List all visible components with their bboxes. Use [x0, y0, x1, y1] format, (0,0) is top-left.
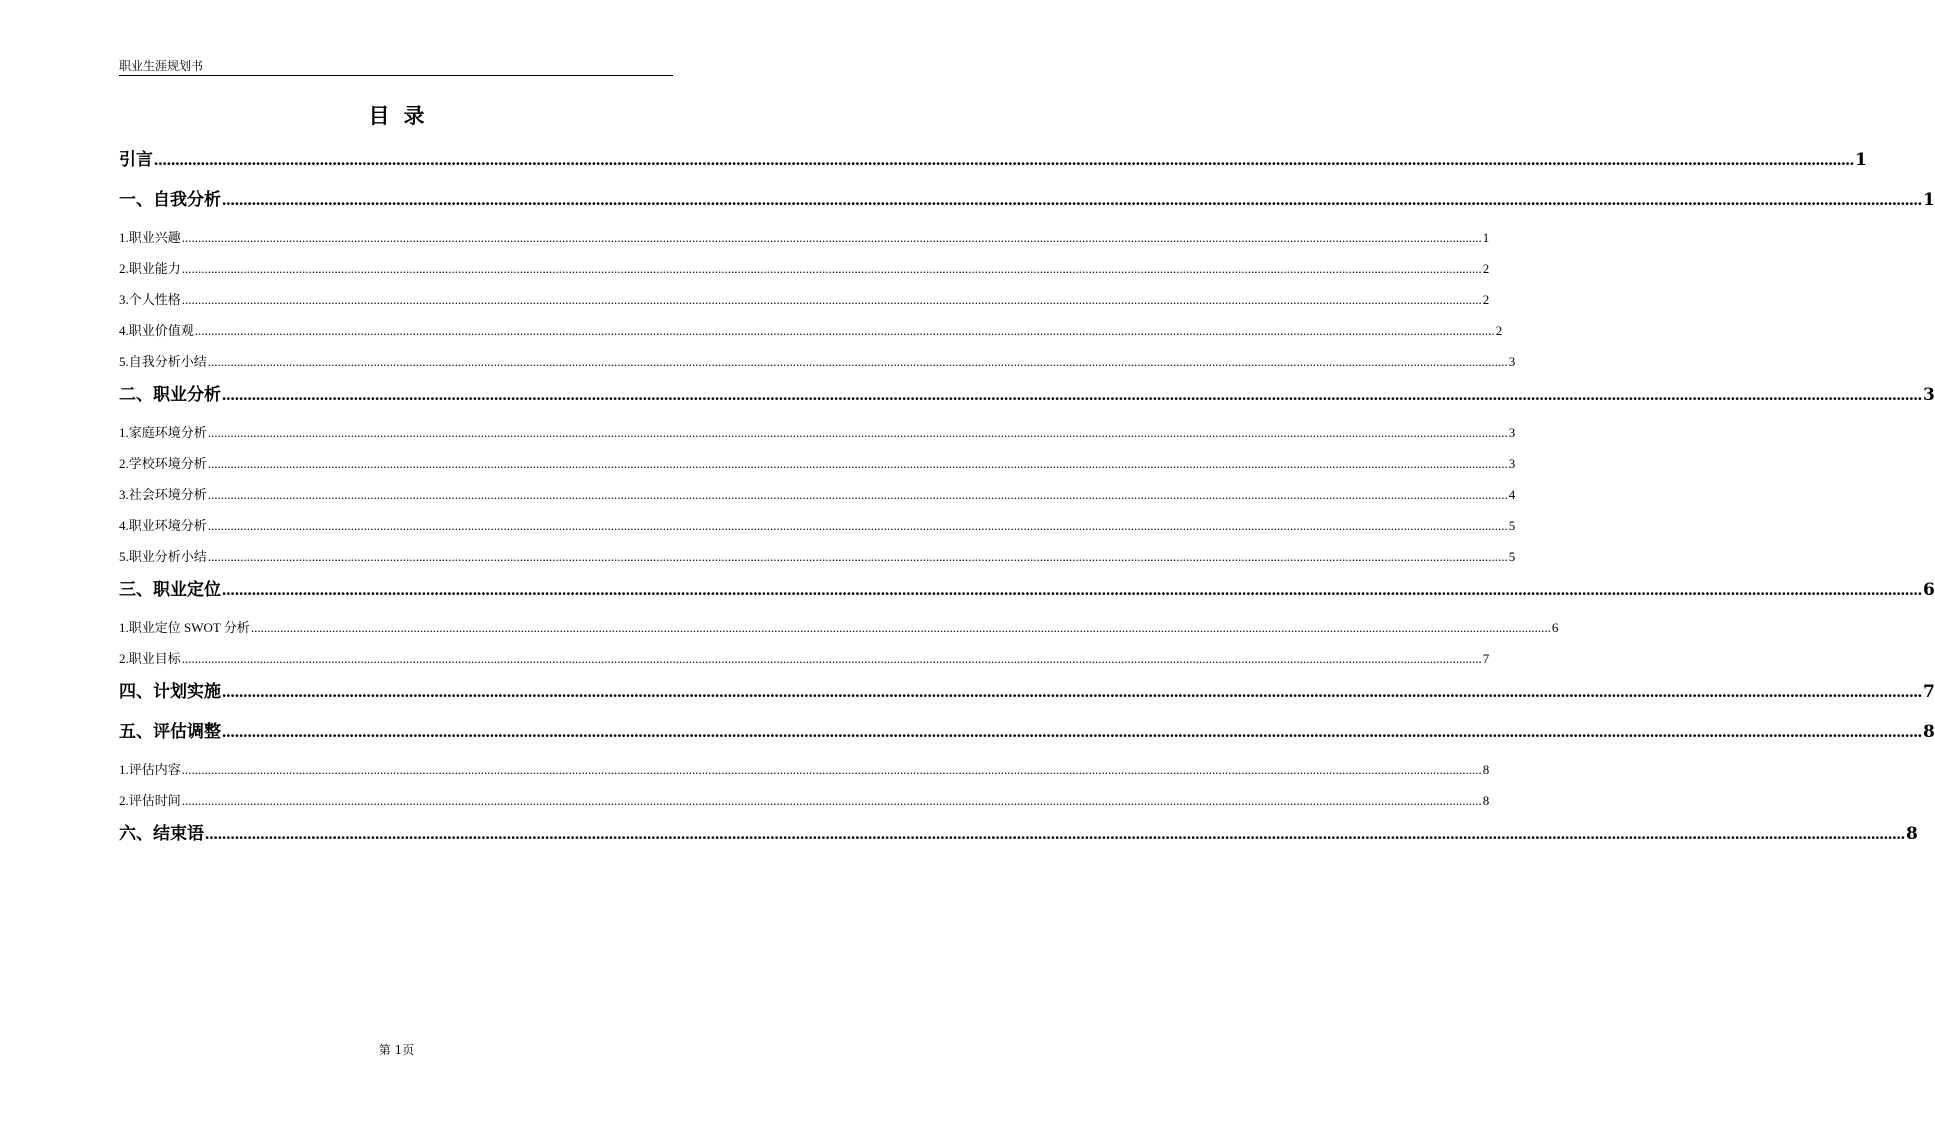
- toc-entry-label: 四、计划实施: [119, 682, 221, 702]
- toc-dot-leader: ................................................................................................................................................................................................................................................................................................................................................................................................................: [205, 824, 1905, 843]
- toc-entry-page-number: 5: [1508, 518, 1516, 533]
- toc-entry-label: 五、评估调整: [119, 722, 221, 742]
- toc-entry-page-number: 8: [1906, 824, 1918, 844]
- toc-entry-label: 5.自我分析小结: [119, 354, 207, 369]
- toc-dot-leader: ................................................................................................................................................................................................................................................................................................................................................................................................................: [222, 682, 1922, 701]
- toc-subsection-entry[interactable]: [119, 315, 1503, 346]
- toc-section-entry[interactable]: [119, 572, 1935, 612]
- toc-entry-label: 3.个人性格: [119, 292, 181, 307]
- toc-subsection-entry[interactable]: [119, 612, 1559, 643]
- toc-entry-page-number: 7: [1923, 682, 1935, 702]
- toc-dot-leader: ................................................................................................................................................................................................................................................................................................................................................................................................................: [181, 261, 1482, 276]
- toc-title: 目录: [368, 104, 439, 128]
- toc-dot-leader: ................................................................................................................................................................................................................................................................................................................................................................................................................: [207, 518, 1508, 533]
- toc-entry-page-number: 1: [1482, 230, 1490, 245]
- toc-subsection-entry[interactable]: [119, 222, 1490, 253]
- toc-dot-leader: ................................................................................................................................................................................................................................................................................................................................................................................................................: [207, 487, 1508, 502]
- toc-entry-label: 2.评估时间: [119, 793, 181, 808]
- toc-entry-label: 一、自我分析: [119, 190, 221, 210]
- toc-entry-page-number: 3: [1508, 456, 1516, 471]
- toc-entry-label: 二、职业分析: [119, 385, 221, 405]
- toc-subsection-entry[interactable]: [119, 510, 1516, 541]
- toc-entry-page-number: 2: [1495, 323, 1503, 338]
- toc-entry-label: 3.社会环境分析: [119, 487, 207, 502]
- toc-dot-leader: ................................................................................................................................................................................................................................................................................................................................................................................................................: [250, 620, 1551, 635]
- toc-subsection-entry[interactable]: [119, 253, 1490, 284]
- toc-subsection-entry[interactable]: [119, 643, 1490, 674]
- toc-entry-label: 2.职业能力: [119, 261, 181, 276]
- toc-entry-page-number: 3: [1923, 385, 1935, 405]
- toc-dot-leader: ................................................................................................................................................................................................................................................................................................................................................................................................................: [181, 651, 1482, 666]
- toc-entry-label: 三、职业定位: [119, 580, 221, 600]
- toc-dot-leader: ................................................................................................................................................................................................................................................................................................................................................................................................................: [222, 190, 1922, 209]
- toc-dot-leader: ................................................................................................................................................................................................................................................................................................................................................................................................................: [222, 385, 1922, 404]
- toc-entry-page-number: 3: [1508, 354, 1516, 369]
- toc-section-entry[interactable]: [119, 816, 1918, 856]
- toc-entry-page-number: 3: [1508, 425, 1516, 440]
- toc-subsection-entry[interactable]: [119, 417, 1516, 448]
- toc-entry-label: 1.家庭环境分析: [119, 425, 207, 440]
- toc-dot-leader: ................................................................................................................................................................................................................................................................................................................................................................................................................: [222, 580, 1922, 599]
- toc-entry-label: 1.评估内容: [119, 762, 181, 777]
- toc-entry-label: 2.学校环境分析: [119, 456, 207, 471]
- toc-entry-page-number: 8: [1482, 793, 1490, 808]
- toc-dot-leader: ................................................................................................................................................................................................................................................................................................................................................................................................................: [194, 323, 1495, 338]
- toc-entry-label: 1.职业定位 SWOT 分析: [119, 620, 250, 635]
- toc-subsection-entry[interactable]: [119, 541, 1516, 572]
- toc-section-entry[interactable]: [119, 377, 1935, 417]
- toc-entry-label: 4.职业环境分析: [119, 518, 207, 533]
- toc-entry-page-number: 5: [1508, 549, 1516, 564]
- toc-entry-page-number: 2: [1482, 292, 1490, 307]
- toc-dot-leader: ................................................................................................................................................................................................................................................................................................................................................................................................................: [154, 150, 1854, 169]
- toc-subsection-entry[interactable]: [119, 346, 1516, 377]
- toc-entry-page-number: 8: [1482, 762, 1490, 777]
- toc-dot-leader: ................................................................................................................................................................................................................................................................................................................................................................................................................: [181, 230, 1482, 245]
- toc-entry-label: 六、结束语: [119, 824, 204, 844]
- page-footer: 第 1页: [378, 1043, 415, 1057]
- toc-dot-leader: ................................................................................................................................................................................................................................................................................................................................................................................................................: [207, 354, 1508, 369]
- toc-subsection-entry[interactable]: [119, 479, 1516, 510]
- toc-entry-label: 1.职业兴趣: [119, 230, 181, 245]
- toc-subsection-entry[interactable]: [119, 448, 1516, 479]
- toc-dot-leader: ................................................................................................................................................................................................................................................................................................................................................................................................................: [222, 722, 1922, 741]
- toc-entry-page-number: 1: [1855, 150, 1867, 170]
- toc-entry-page-number: 1: [1923, 190, 1935, 210]
- page-header: [119, 57, 673, 76]
- toc-entry-page-number: 6: [1923, 580, 1935, 600]
- toc-entry-label: 引言: [119, 150, 153, 170]
- toc-entry-page-number: 2: [1482, 261, 1490, 276]
- toc-entry-label: 4.职业价值观: [119, 323, 194, 338]
- toc-subsection-entry[interactable]: [119, 284, 1490, 315]
- toc-subsection-entry[interactable]: [119, 754, 1490, 785]
- toc-dot-leader: ................................................................................................................................................................................................................................................................................................................................................................................................................: [181, 762, 1482, 777]
- toc-dot-leader: ................................................................................................................................................................................................................................................................................................................................................................................................................: [207, 456, 1508, 471]
- toc-entry-page-number: 4: [1508, 487, 1516, 502]
- table-of-contents: [119, 142, 1935, 856]
- toc-dot-leader: ................................................................................................................................................................................................................................................................................................................................................................................................................: [207, 549, 1508, 564]
- toc-dot-leader: ................................................................................................................................................................................................................................................................................................................................................................................................................: [181, 793, 1482, 808]
- toc-entry-page-number: 6: [1551, 620, 1559, 635]
- toc-subsection-entry[interactable]: [119, 785, 1490, 816]
- header-title: 职业生涯规划书: [119, 59, 204, 73]
- toc-dot-leader: ................................................................................................................................................................................................................................................................................................................................................................................................................: [181, 292, 1482, 307]
- toc-section-entry[interactable]: [119, 674, 1935, 714]
- toc-entry-page-number: 7: [1482, 651, 1490, 666]
- toc-entry-page-number: 8: [1923, 722, 1935, 742]
- toc-dot-leader: ................................................................................................................................................................................................................................................................................................................................................................................................................: [207, 425, 1508, 440]
- toc-section-entry[interactable]: [119, 714, 1935, 754]
- toc-entry-label: 5.职业分析小结: [119, 549, 207, 564]
- toc-section-entry[interactable]: [119, 182, 1935, 222]
- toc-section-entry[interactable]: [119, 142, 1867, 182]
- toc-entry-label: 2.职业目标: [119, 651, 181, 666]
